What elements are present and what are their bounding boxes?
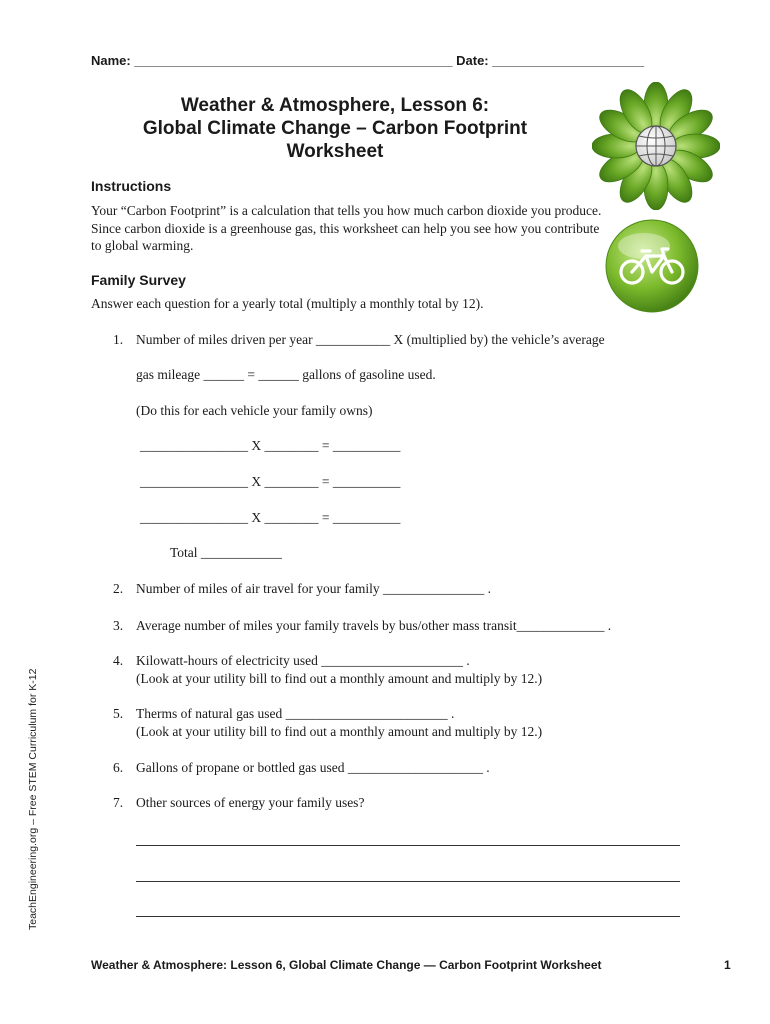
worksheet-title bbox=[110, 94, 560, 163]
name-date-line bbox=[91, 53, 644, 68]
answer-line[interactable] bbox=[136, 881, 680, 882]
family-survey-intro: Answer each question for a yearly total (multiply a monthly total by 12). bbox=[91, 296, 484, 311]
answer-line[interactable] bbox=[136, 916, 680, 917]
name-field[interactable]: ____________________________________________ bbox=[134, 53, 453, 68]
date-field[interactable]: _____________________ bbox=[492, 53, 645, 68]
q4-text[interactable]: Kilowatt-hours of electricity used _____________________ . bbox=[136, 653, 470, 668]
footer-text: Weather & Atmosphere: Lesson 6, Global Climate Change — Carbon Footprint Worksheet bbox=[91, 958, 602, 972]
family-survey-heading: Family Survey bbox=[91, 272, 186, 288]
q1-number: 1. bbox=[113, 332, 124, 347]
title-line-1: Weather & Atmosphere, Lesson 6: bbox=[180, 95, 490, 116]
q7-text: Other sources of energy your family uses? bbox=[136, 795, 365, 810]
q3-number: 3. bbox=[113, 618, 124, 633]
q3-text[interactable]: Average number of miles your family travels by bus/other mass transit_____________ . bbox=[136, 618, 612, 633]
q2-text[interactable]: Number of miles of air travel for your family _______________ . bbox=[136, 581, 492, 596]
q4-note: (Look at your utility bill to find out a monthly amount and multiply by 12.) bbox=[136, 671, 543, 686]
page-number: 1 bbox=[724, 958, 731, 972]
q1-vehicle-row[interactable]: ________________ X ________ = __________ bbox=[140, 438, 401, 453]
q7-number: 7. bbox=[113, 795, 124, 810]
q5-note: (Look at your utility bill to find out a monthly amount and multiply by 12.) bbox=[136, 724, 543, 739]
q1-line-1[interactable]: Number of miles driven per year ___________ X (multiplied by) the vehicle’s average bbox=[136, 332, 605, 347]
bicycle-badge-icon bbox=[602, 216, 702, 316]
instructions-heading: Instructions bbox=[91, 178, 172, 194]
title-line-2: Global Climate Change – Carbon Footprint bbox=[142, 118, 528, 139]
q1-vehicle-row[interactable]: ________________ X ________ = __________ bbox=[140, 474, 401, 489]
q1-line-3: (Do this for each vehicle your family owns) bbox=[136, 403, 373, 418]
q4-number: 4. bbox=[113, 653, 124, 668]
green-flower-globe-icon bbox=[592, 82, 720, 210]
q1-vehicle-row[interactable]: ________________ X ________ = __________ bbox=[140, 510, 401, 525]
q6-text[interactable]: Gallons of propane or bottled gas used ____________________ . bbox=[136, 760, 490, 775]
name-label: Name: bbox=[91, 53, 131, 68]
q5-text[interactable]: Therms of natural gas used ________________________ . bbox=[136, 706, 455, 721]
q6-number: 6. bbox=[113, 760, 124, 775]
q2-number: 2. bbox=[113, 581, 124, 596]
title-line-3: Worksheet bbox=[286, 141, 384, 162]
date-label: Date: bbox=[456, 53, 489, 68]
instructions-text: Your “Carbon Footprint” is a calculation that tells you how much carbon dioxide you produce. Since carbon dioxide is a greenhouse gas, this worksheet can help you see how you contribute to global warming. bbox=[91, 203, 602, 253]
q1-total[interactable]: Total ____________ bbox=[170, 545, 282, 560]
answer-line[interactable] bbox=[136, 845, 680, 846]
side-credit-text: TeachEngineering.org – Free STEM Curriculum for K-12 bbox=[27, 668, 39, 930]
q1-line-2[interactable]: gas mileage ______ = ______ gallons of gasoline used. bbox=[136, 367, 436, 382]
q5-number: 5. bbox=[113, 706, 124, 721]
